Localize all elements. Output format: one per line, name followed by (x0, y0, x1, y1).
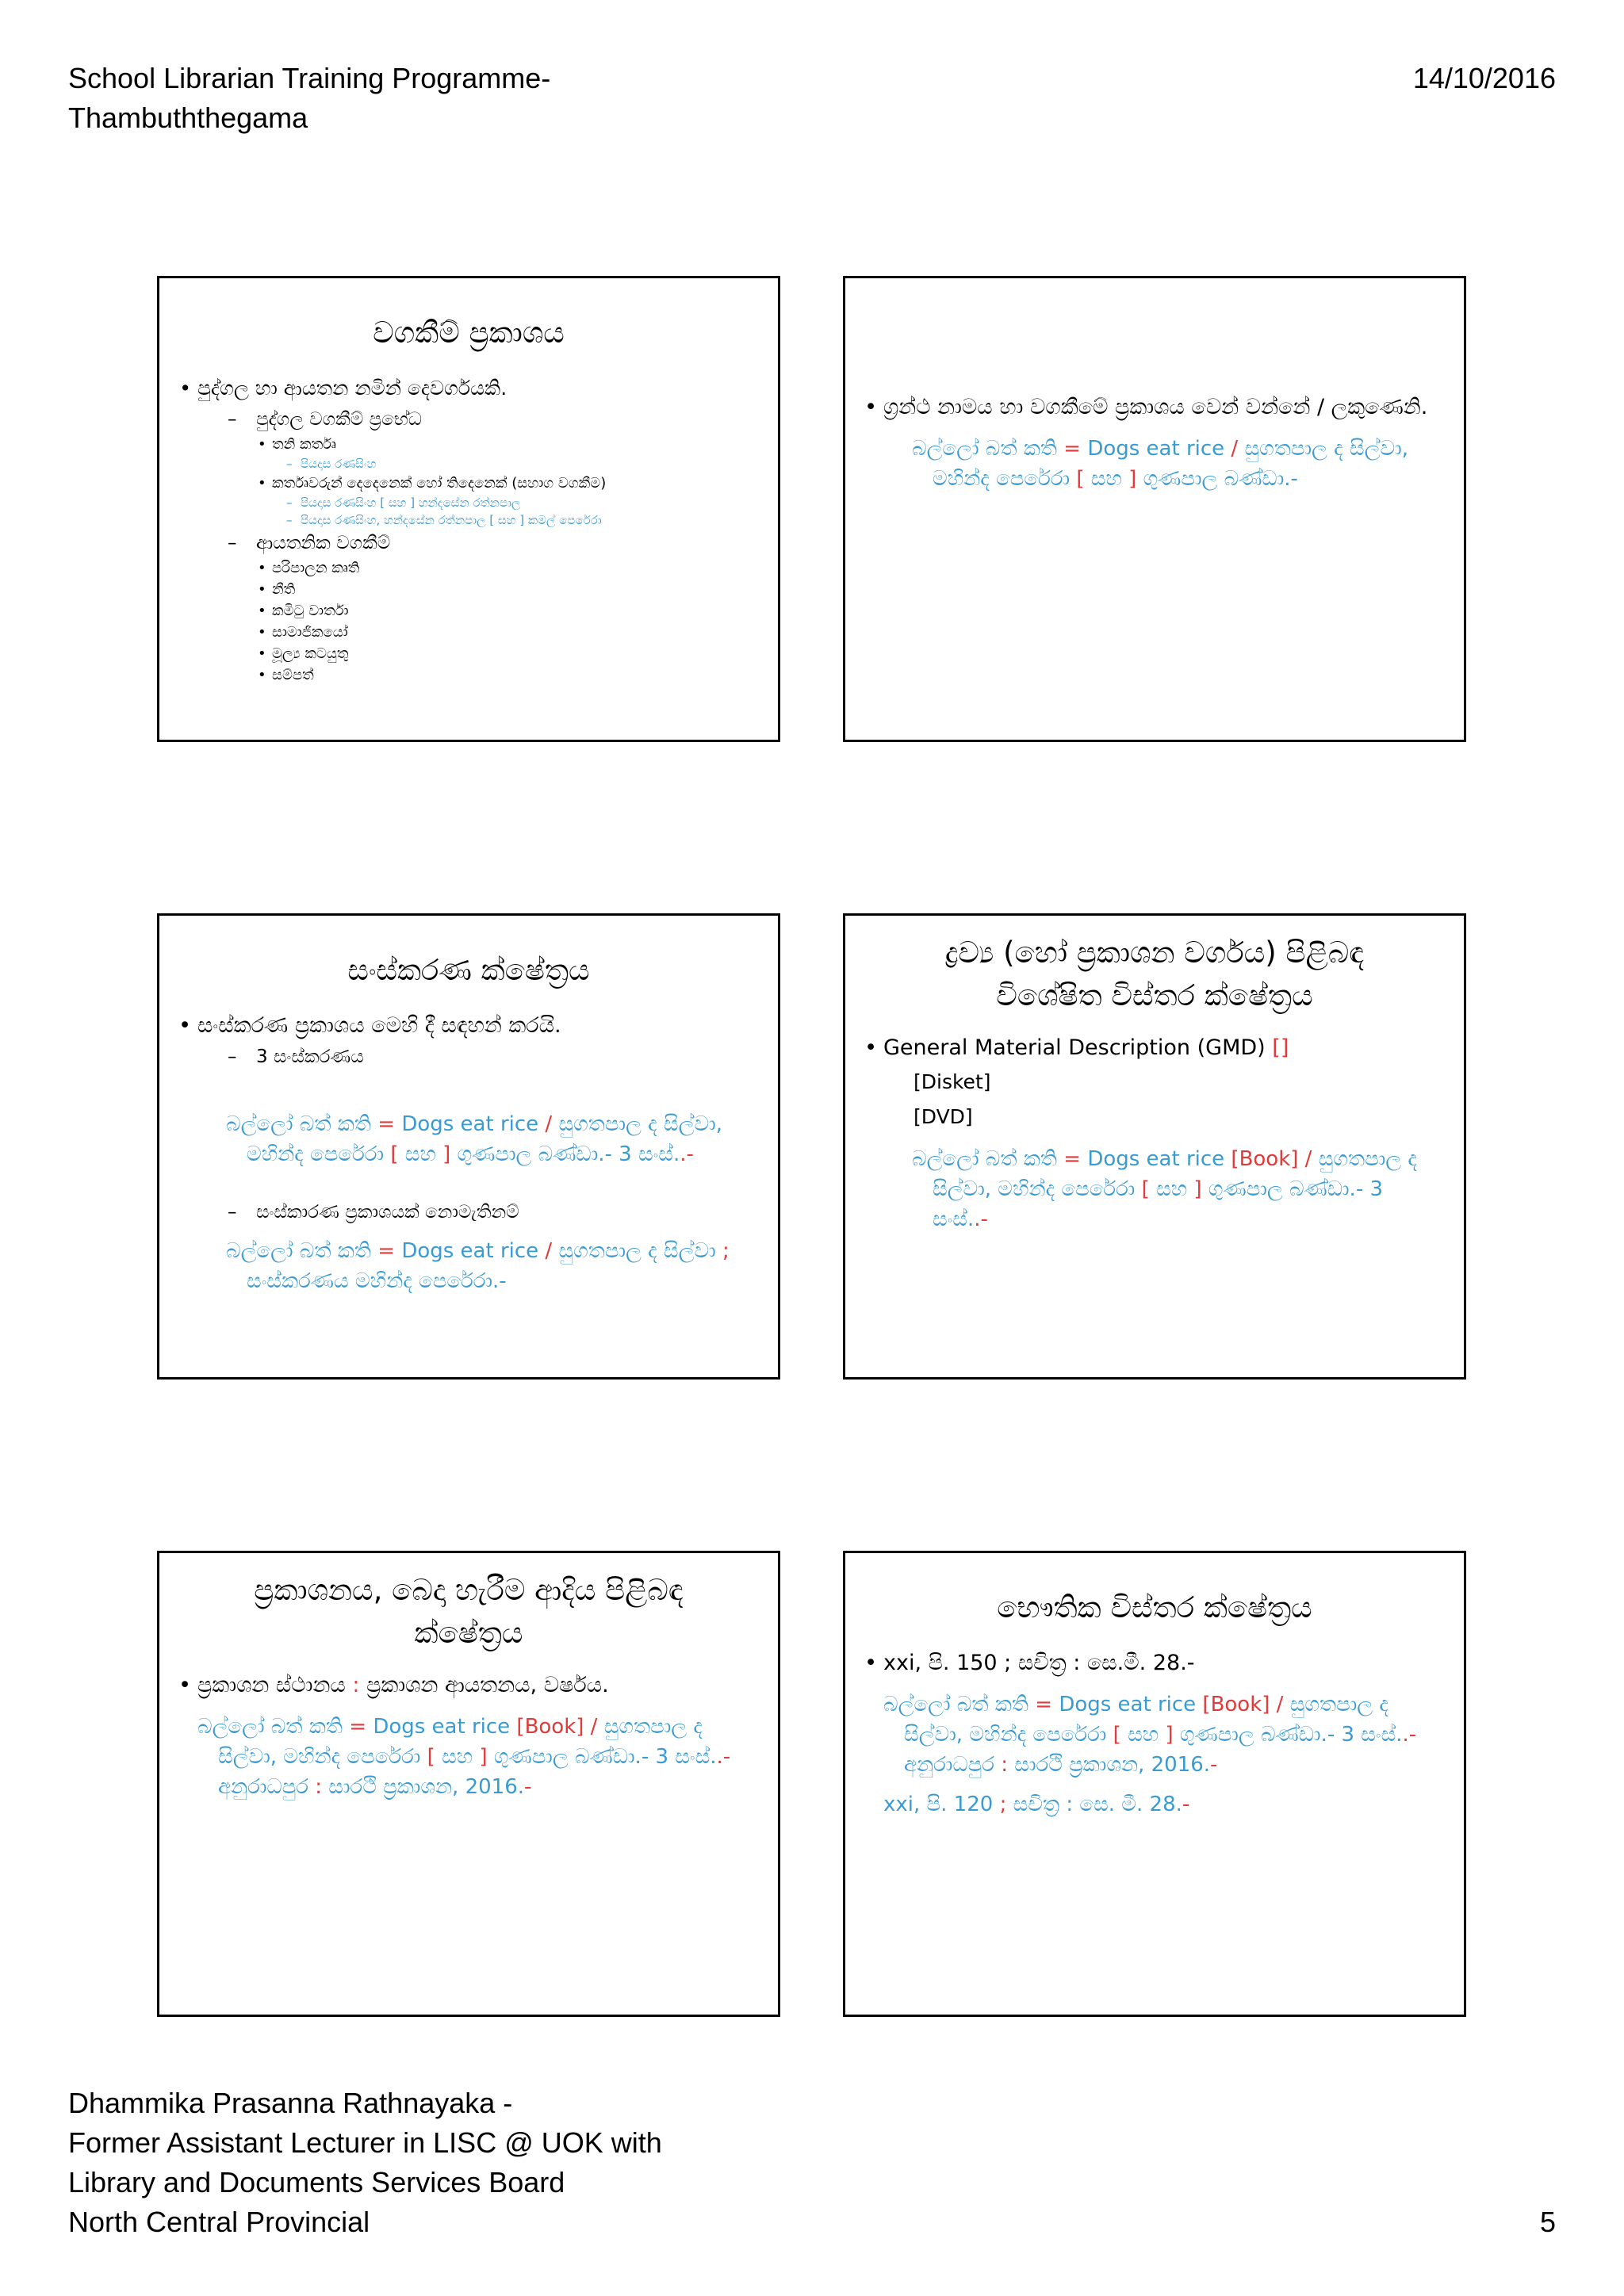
corporate-item: • පරිපාලන කෘති (258, 557, 778, 579)
sub-bullet: – 3 සංස්කරණය (228, 1043, 778, 1071)
header-date: 14/10/2016 (1412, 62, 1556, 94)
example-single-author: – පියදාස රණසිංහ (286, 455, 778, 473)
footer-author: Dhammika Prasanna Rathnayaka - Former Assistant Lecturer in LISC @ UOK with Library and Documents Services Board North Central Provincial (68, 2087, 662, 2238)
header-title: School Librarian Training Programme- Thambuththegama (68, 62, 551, 134)
slide-material-specific-area (843, 913, 1466, 1380)
slide-title: ප්‍රකාශනය, බෙදා හැරීම ආදිය පිළිබඳ ක්ෂේත්‍රය (254, 1573, 684, 1650)
item-single-author: • තනි කර්තෘ (258, 434, 778, 455)
corporate-item: • නීති (258, 579, 778, 600)
bullet: • ප්‍රකාශන ස්ථානය : ප්‍රකාශන ආයතනය, වර්ෂය. (159, 1669, 754, 1702)
corporate-item: • සාමාජිකයෝ (258, 622, 778, 643)
bullet: • සංස්කරණ ප්‍රකාශය මෙහි දී සඳහන් කරයි. (159, 1009, 754, 1043)
bullet: • පුද්ගල හා ආයතන නමින් දෙවර්ගයකි. (159, 372, 754, 405)
example-three-authors: – පියදාස රණසිංහ, හන්දසේන රත්නපාල [ සහ ] කමල් පෙරේරා (286, 511, 778, 529)
page-number: 5 (1539, 2206, 1556, 2238)
example-entry: බල්ලෝ බත් කති = Dogs eat rice [Book] / සුගතපාල ද සිල්වා, මහින්ද පෙරේරා [ සහ ] ගුණපාල බණ්ඩා.- 3 සංස්..- (912, 1147, 1417, 1231)
slide-publication-area (157, 1551, 780, 2017)
corporate-item: • කමිටු වාර්තා (258, 600, 778, 622)
corporate-item: • සම්පත් (258, 664, 778, 686)
slide-title: සංස්කරණ ක්ෂේත්‍රය (347, 953, 590, 987)
example-two-authors: – පියදාස රණසිංහ [ සහ ] හන්දසේන රත්නපාල (286, 494, 778, 511)
physical-description-example: xxi, පි. 120 ; සචිත්‍ර : සෙ. මී. 28.- (883, 1793, 1190, 1816)
example-entry: බල්ලෝ බත් කති = Dogs eat rice [Book] / සුගතපාල ද සිල්වා, මහින්ද පෙරේරා [ සහ ] ගුණපාල බණ්ඩා.- 3 සංස්..- අනුරාධපුර : සාරථි ප්‍රකාශන, 2016.- (883, 1693, 1417, 1777)
slide-content (845, 391, 1464, 494)
bullet: • ග්‍රන්ථ නාමය හා වගකීමේ ප්‍රකාශය වෙන් වන්නේ / ලකුණෙනි. (845, 391, 1440, 424)
slide-title: භෞතික විස්තර ක්ෂේත්‍රය (997, 1590, 1312, 1624)
slide-title: ද්‍රව්‍ය (හෝ ප්‍රකාශන වර්ගය) පිළිබඳ විශේෂිත විස්තර ක්ෂේත්‍රය (944, 936, 1365, 1012)
corporate-item: • මූල්‍ය කටයුතු (258, 643, 778, 664)
gmd-example: [DVD] (914, 1105, 973, 1128)
item-multiple-authors: • කර්තෘවරුන් දෙදෙනෙක් හෝ තිදෙනෙක් (සහාග වගකීම) (258, 473, 778, 494)
gmd-example: [Disket] (914, 1070, 991, 1093)
slide-physical-description-area (843, 1551, 1466, 2017)
example-entry: බල්ලෝ බත් කති = Dogs eat rice / සුගතපාල ද සිල්වා ; සංස්කරණය මහින්ද පෙරේරා.- (226, 1239, 730, 1293)
bullet: • xxi, පි. 150 ; සචිත්‍ර : සෙ.මී. 28.- (845, 1647, 1440, 1680)
example-entry: බල්ලෝ බත් කති = Dogs eat rice / සුගතපාල ද සිල්වා, මහින්ද පෙරේරා [ සහ ] ගුණපාල බණ්ඩා.- 3 සංස්..- (226, 1112, 722, 1166)
sub-bullet: – සංස්කාරණ ප්‍රකාශයක් නොමැතිනම් (228, 1198, 778, 1226)
slide-edition-area (157, 913, 780, 1380)
example-entry: බල්ලෝ බත් කති = Dogs eat rice / සුගතපාල ද සිල්වා, මහින්ද පෙරේරා [ සහ ] ගුණපාල බණ්ඩා.- (912, 437, 1408, 491)
sub-bullet-personal: – පුද්ගල වගකීම් ප්‍රභේධ (228, 405, 778, 434)
slide-title: වගකීම් ප්‍රකාශය (373, 316, 565, 350)
slide-statement-of-responsibility (157, 276, 780, 742)
bullet: • General Material Description (GMD) [] (845, 1031, 1440, 1065)
example-entry: බල්ලෝ බත් කති = Dogs eat rice [Book] / සුගතපාල ද සිල්වා, මහින්ද පෙරේරා [ සහ ] ගුණපාල බණ්ඩා.- 3 සංස්..- අනුරාධපුර : සාරථි ප්‍රකාශන, 2016.- (197, 1715, 731, 1799)
sub-bullet-corporate: – ආයතනික වගකීම් (228, 529, 778, 557)
slide-title-separator (843, 276, 1466, 742)
